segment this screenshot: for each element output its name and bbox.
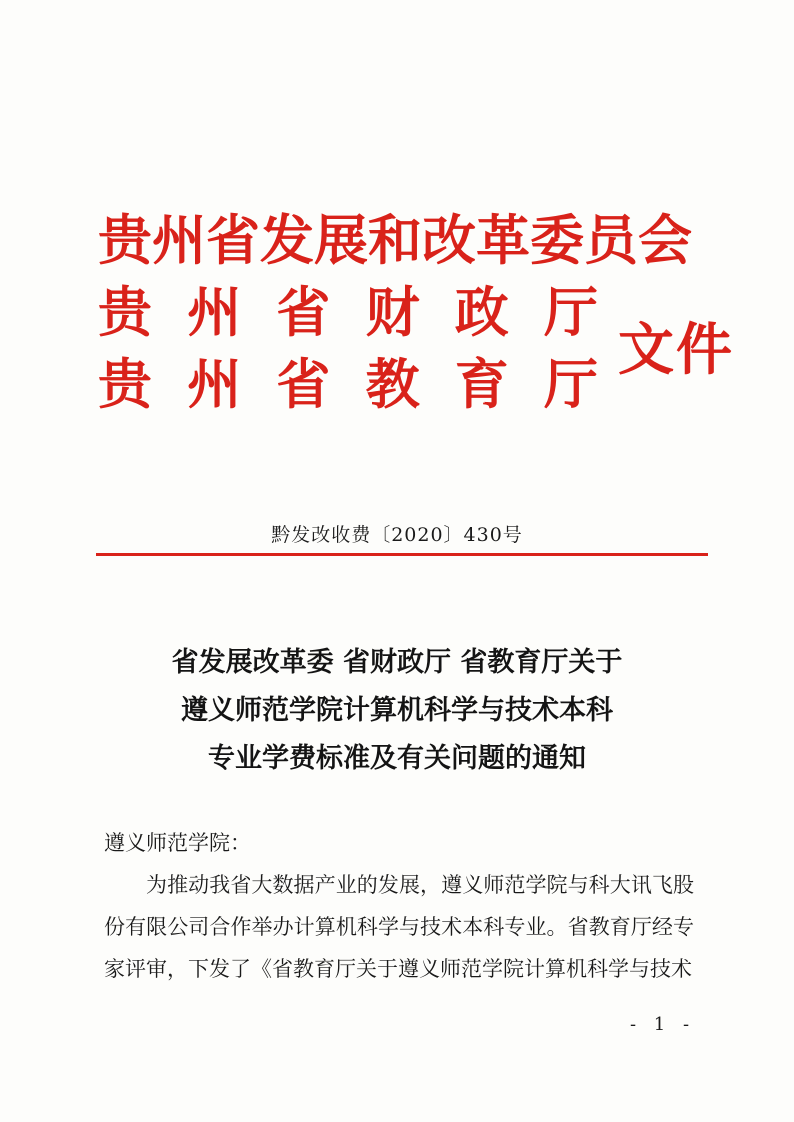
issuer-char: 州 [187, 280, 242, 344]
issuer-char: 贵 [98, 352, 152, 416]
issuer-line-education [98, 352, 598, 416]
issuer-char: 和 [368, 208, 422, 272]
issuer-char: 员 [584, 208, 638, 272]
issuer-char: 育 [454, 352, 509, 416]
issuer-char: 贵 [98, 280, 152, 344]
issuer-char: 发 [260, 208, 314, 272]
issuer-char: 展 [314, 208, 368, 272]
issuer-char: 省 [206, 208, 260, 272]
issuer-char: 财 [365, 280, 420, 344]
issuer-char: 州 [152, 208, 206, 272]
issuer-char: 贵 [98, 208, 152, 272]
issuer-char: 教 [365, 352, 420, 416]
document-label: 文件 [618, 317, 734, 383]
issuer-char: 政 [454, 280, 509, 344]
issuer-char: 会 [638, 208, 692, 272]
title-line-3: 专业学费标准及有关问题的通知 [208, 743, 586, 774]
body-paragraph: 为推动我省大数据产业的发展，遵义师范学院与科大讯飞股份有限公司合作举办计算机科学与技术本科专业。省教育厅经专家评审，下发了《省教育厅关于遵义师范学院计算机科学与技术 [104, 873, 694, 981]
title-line-1: 省发展改革委 省财政厅 省教育厅关于 [171, 647, 623, 678]
issuer-char: 省 [276, 352, 331, 416]
issuer-char: 改 [422, 208, 476, 272]
issuer-char: 厅 [543, 280, 598, 344]
issuer-char: 厅 [543, 352, 598, 416]
page-number: - 1 - [630, 1014, 696, 1035]
document-number: 黔发改收费〔2020〕430号 [271, 524, 523, 546]
issuer-char: 省 [276, 280, 331, 344]
red-divider-line [96, 553, 708, 556]
issuer-line-development-reform [98, 208, 692, 272]
issuer-char: 革 [476, 208, 530, 272]
issuer-char: 委 [530, 208, 584, 272]
salutation: 遵义师范学院： [104, 831, 251, 855]
issuer-line-finance [98, 280, 598, 344]
issuer-char: 州 [187, 352, 242, 416]
title-line-2: 遵义师范学院计算机科学与技术本科 [181, 695, 613, 726]
letterhead [98, 208, 738, 428]
